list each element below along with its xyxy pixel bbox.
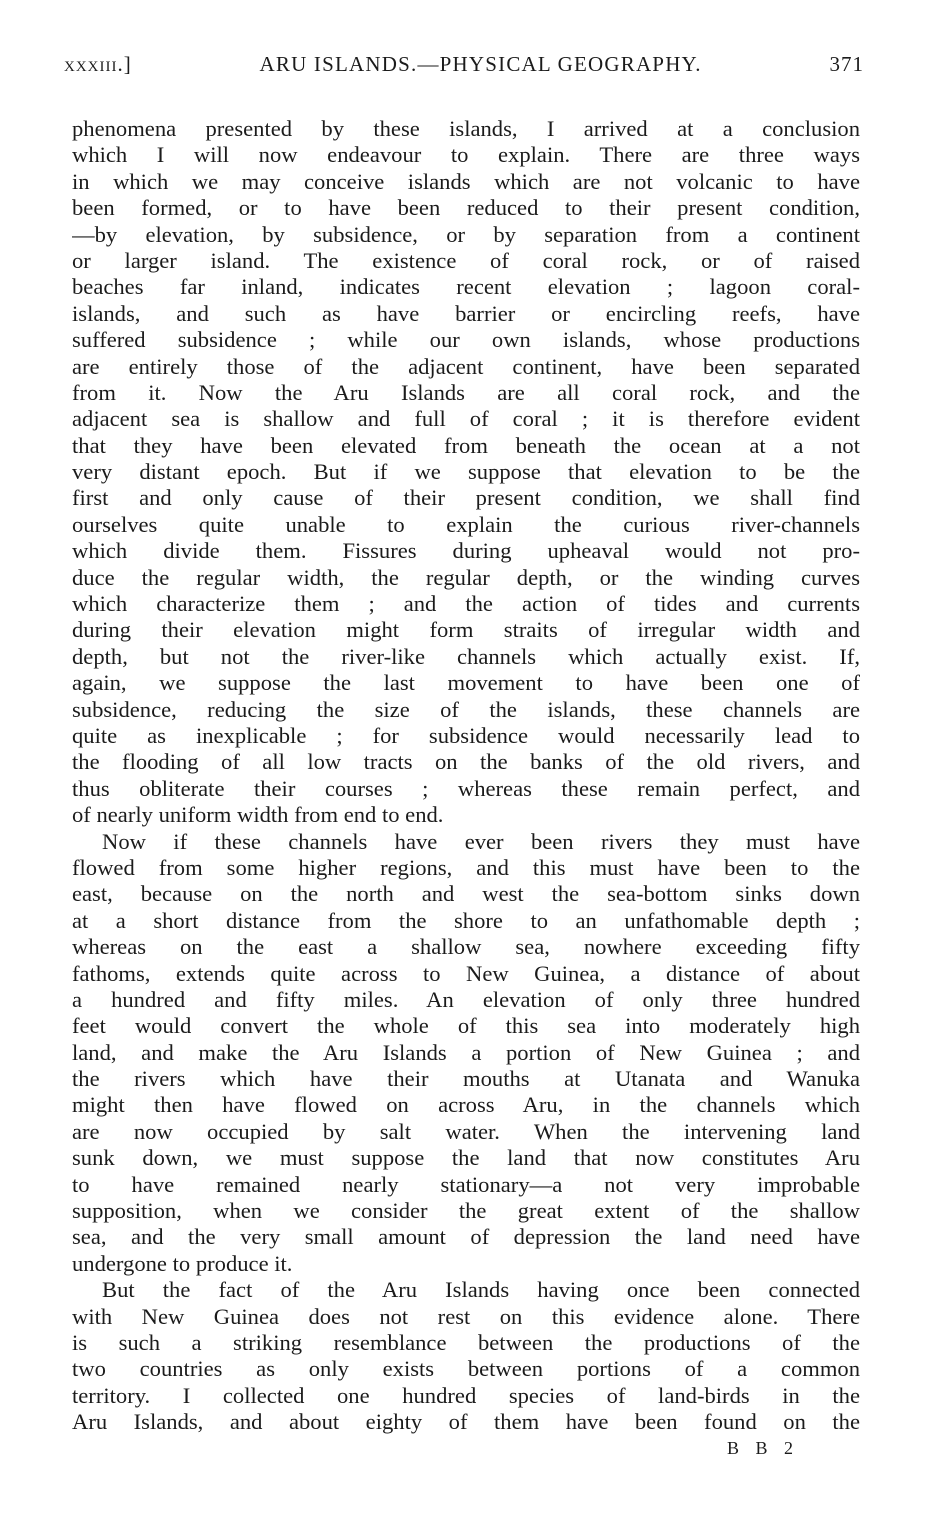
page-number: 371 (829, 52, 864, 76)
text-line: adjacent sea is shallow and full of coral ; it is therefore evident (72, 406, 860, 432)
text-line: Aru Islands, and about eighty of them have been found on the (72, 1409, 860, 1435)
body-text (72, 116, 860, 1436)
text-line: whereas on the east a shallow sea, nowhere exceeding fifty (72, 934, 860, 960)
text-line: ourselves quite unable to explain the curious river-channels (72, 511, 860, 537)
text-line: is such a striking resemblance between the productions of the (72, 1329, 860, 1355)
text-line: sea, and the very small amount of depression the land need have (72, 1224, 860, 1250)
text-line: depth, but not the river-like channels which actually exist. If, (72, 643, 860, 669)
text-line: again, we suppose the last movement to have been one of (72, 670, 860, 696)
text-line: phenomena presented by these islands, I arrived at a conclusion (72, 116, 860, 141)
text-line: which divide them. Fissures during upheaval would not pro- (72, 538, 860, 564)
text-line: territory. I collected one hundred species of land-birds in the (72, 1382, 860, 1408)
text-line: first and only cause of their present condition, we shall find (72, 485, 860, 511)
text-line: feet would convert the whole of this sea into moderately high (72, 1013, 860, 1039)
text-line: undergone to produce it. (72, 1250, 293, 1276)
text-line: been formed, or to have been reduced to their present condition, (72, 195, 860, 221)
running-title: ARU ISLANDS.—PHYSICAL GEOGRAPHY. (259, 52, 702, 76)
text-line: —by elevation, by subsidence, or by separation from a continent (72, 221, 860, 247)
text-line: in which we may conceive islands which are not volcanic to have (72, 168, 860, 194)
text-line: during their elevation might form straits of irregular width and (72, 617, 860, 643)
text-line: islands, and such as have barrier or encircling reefs, have (72, 300, 860, 326)
text-line: the flooding of all low tracts on the banks of the old rivers, and (72, 749, 860, 775)
text-line: land, and make the Aru Islands a portion of New Guinea ; and (72, 1039, 860, 1065)
running-head (64, 52, 864, 82)
text-line: the rivers which have their mouths at Utanata and Wanuka (72, 1066, 860, 1092)
text-line: which characterize them ; and the action of tides and currents (72, 591, 860, 617)
text-line: to have remained nearly stationary—a not very improbable (72, 1171, 860, 1197)
text-line: that they have been elevated from beneath the ocean at a not (72, 432, 860, 458)
chapter-number: xxxiii.] (64, 52, 132, 76)
text-line: are now occupied by salt water. When the intervening land (72, 1118, 860, 1144)
text-line: supposition, when we consider the great extent of the shallow (72, 1198, 860, 1224)
text-line: from it. Now the Aru Islands are all coral rock, and the (72, 379, 860, 405)
text-line: beaches far inland, indicates recent elevation ; lagoon coral- (72, 274, 860, 300)
text-line: two countries as only exists between portions of a common (72, 1356, 860, 1382)
text-line: east, because on the north and west the sea-bottom sinks down (72, 881, 860, 907)
text-line: with New Guinea does not rest on this evidence alone. There (72, 1303, 860, 1329)
text-line: fathoms, extends quite across to New Guinea, a distance of about (72, 960, 860, 986)
text-line: suffered subsidence ; while our own islands, whose productions (72, 327, 860, 353)
text-line: at a short distance from the shore to an unfathomable depth ; (72, 907, 860, 933)
text-line: sunk down, we must suppose the land that now constitutes Aru (72, 1145, 860, 1171)
text-line: might then have flowed on across Aru, in the channels which (72, 1092, 860, 1118)
text-line: or larger island. The existence of coral rock, or of raised (72, 247, 860, 273)
text-line: quite as inexplicable ; for subsidence would necessarily lead to (72, 722, 860, 748)
text-line: subsidence, reducing the size of the islands, these channels are (72, 696, 860, 722)
text-line: are entirely those of the adjacent continent, have been separated (72, 353, 860, 379)
book-page (64, 52, 864, 1436)
text-line: duce the regular width, the regular depth, or the winding curves (72, 564, 860, 590)
printer-signature-mark: B B 2 (727, 1438, 800, 1458)
text-line: a hundred and fifty miles. An elevation of only three hundred (72, 986, 860, 1012)
text-line: of nearly uniform width from end to end. (72, 802, 444, 828)
text-line: flowed from some higher regions, and this must have been to the (72, 854, 860, 880)
text-line: which I will now endeavour to explain. There are three ways (72, 142, 860, 168)
text-line: But the fact of the Aru Islands having once been connected (102, 1277, 860, 1303)
text-line: Now if these channels have ever been rivers they must have (102, 828, 860, 854)
text-line: very distant epoch. But if we suppose that elevation to be the (72, 459, 860, 485)
text-line: thus obliterate their courses ; whereas these remain perfect, and (72, 775, 860, 801)
